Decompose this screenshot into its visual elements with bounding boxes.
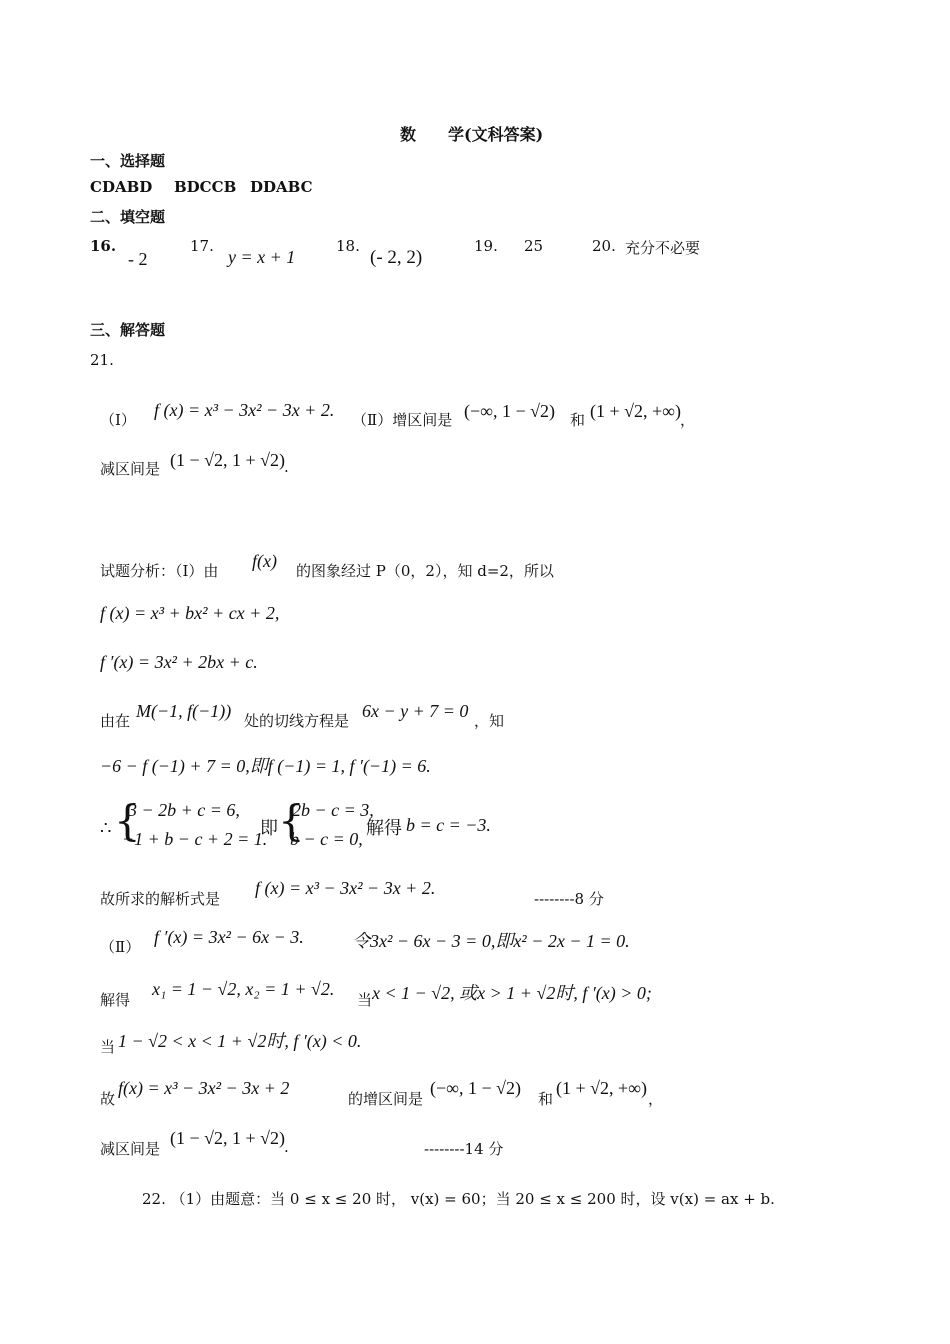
section-heading-fill: 二、填空题 xyxy=(90,208,166,226)
conclusion-formula: f (x) = x³ − 3x² − 3x + 2. xyxy=(255,878,436,898)
gu-formula: f(x) = x³ − 3x² − 3x + 2 xyxy=(118,1078,290,1098)
q21-number: 21. xyxy=(90,351,114,369)
part2-derivative: f ′(x) = 3x² − 6x − 3. xyxy=(154,927,304,947)
equation-fx-general: f (x) = x³ + bx² + cx + 2, xyxy=(100,603,280,623)
q21-and: 和 xyxy=(570,411,586,429)
equation-fx-derivative: f ′(x) = 3x² + 2bx + c. xyxy=(100,652,258,672)
q21-dec-interval: (1 − √2, 1 + √2) xyxy=(170,450,286,470)
tangent-equation: 6x − y + 7 = 0 xyxy=(362,701,469,721)
fill-item-19-num: 19. xyxy=(474,237,498,255)
tangent-point: M(−1, f(−1)) xyxy=(136,701,232,721)
q21-dec-label: 减区间是 xyxy=(100,460,161,478)
comma2: ， xyxy=(648,1090,664,1108)
page-title: 数 学(文科答案) xyxy=(400,125,544,144)
q21-part1-label: （Ⅰ） xyxy=(100,411,136,429)
analysis-text: 的图象经过 P（0，2），知 d=2，所以 xyxy=(296,562,554,580)
gu-label: 故 xyxy=(100,1090,116,1108)
q22-text: 22. （1）由题意：当 0 ≤ x ≤ 20 时， v(x) = 60；当 20 ≤ x ≤ 200 时，设 v(x) = ax + b. xyxy=(142,1190,775,1208)
fill-item-20-num: 20. xyxy=(592,237,616,255)
q21-comma: ， xyxy=(680,411,696,429)
tangent-know: ，知 xyxy=(474,712,505,730)
fill-item-19-answer: 25 xyxy=(524,237,544,255)
section-heading-choice: 一、选择题 xyxy=(90,152,166,170)
period2: . xyxy=(284,1138,289,1156)
left-brace-2: { xyxy=(278,796,305,845)
tangent-intro: 由在 xyxy=(100,712,131,730)
part2-let-equation: 令3x² − 6x − 3 = 0,即x² − 2x − 1 = 0. xyxy=(352,931,630,951)
inc-interval-1b: (−∞, 1 − √2) xyxy=(430,1078,522,1098)
q21-inc-interval-2: (1 + √2, +∞) xyxy=(590,401,682,421)
q21-period: . xyxy=(284,458,289,476)
choice-answers-1: CDABD xyxy=(90,178,153,196)
q21-part2-label: （Ⅱ）增区间是 xyxy=(352,411,453,429)
when2-label: 当 xyxy=(100,1038,116,1056)
dec-interval2: (1 − √2, 1 + √2) xyxy=(170,1128,286,1148)
dec-label2: 减区间是 xyxy=(100,1140,161,1158)
equation-conditions: −6 − f (−1) + 7 = 0,即f (−1) = 1, f ′(−1) = 6. xyxy=(100,756,431,776)
system2-eq1: 2b − c = 3, xyxy=(292,800,374,820)
inc-interval-2b: (1 + √2, +∞) xyxy=(556,1078,648,1098)
fill-item-18-answer: (- 2, 2) xyxy=(370,247,423,268)
solve2-label: 解得 xyxy=(100,991,131,1009)
conclusion-label: 故所求的解析式是 xyxy=(100,890,221,908)
roots: x₁ = 1 − √2, x₂ = 1 + √2. xyxy=(152,979,335,999)
analysis-intro: 试题分析：（Ⅰ）由 xyxy=(100,562,219,580)
fill-item-16-answer: - 2 xyxy=(128,249,148,269)
ji-word: 即 xyxy=(260,818,278,838)
fill-item-20-answer: 充分不必要 xyxy=(625,239,701,257)
section-heading-solve: 三、解答题 xyxy=(90,321,166,339)
solve-word: 解得 xyxy=(366,818,402,838)
part2-label: （Ⅱ） xyxy=(100,938,141,956)
fill-item-17-num: 17. xyxy=(190,237,214,255)
choice-answers-3: DDABC xyxy=(250,178,313,196)
system1-eq2: −1 + b − c + 2 = 1. xyxy=(122,829,268,849)
left-brace-1: { xyxy=(114,796,141,845)
score-14: --------14 分 xyxy=(424,1140,504,1158)
q21-inc-interval-1: (−∞, 1 − √2) xyxy=(464,401,556,421)
tangent-text: 处的切线方程是 xyxy=(244,712,350,730)
when-label: 当 xyxy=(357,991,373,1009)
solve-result: b = c = −3. xyxy=(406,815,491,835)
q21-part1-formula: f (x) = x³ − 3x² − 3x + 2. xyxy=(154,400,335,420)
system2-eq2: b − c = 0, xyxy=(290,829,363,849)
inc-label: 的增区间是 xyxy=(348,1090,424,1108)
condition-increasing: x < 1 − √2, 或x > 1 + √2时, f ′(x) > 0; xyxy=(372,983,652,1003)
condition-decreasing: 1 − √2 < x < 1 + √2时, f ′(x) < 0. xyxy=(118,1031,362,1051)
system1-eq1: 3 − 2b + c = 6, xyxy=(128,800,240,820)
and2: 和 xyxy=(538,1090,554,1108)
score-8: --------8 分 xyxy=(534,890,604,908)
analysis-fx: f(x) xyxy=(252,551,277,571)
therefore-symbol: ∴ xyxy=(100,818,112,838)
fill-item-17-answer: y = x + 1 xyxy=(228,247,296,267)
fill-item-18-num: 18. xyxy=(336,237,360,255)
choice-answers-2: BDCCB xyxy=(174,178,237,196)
fill-item-16-num: 16. xyxy=(90,237,117,255)
